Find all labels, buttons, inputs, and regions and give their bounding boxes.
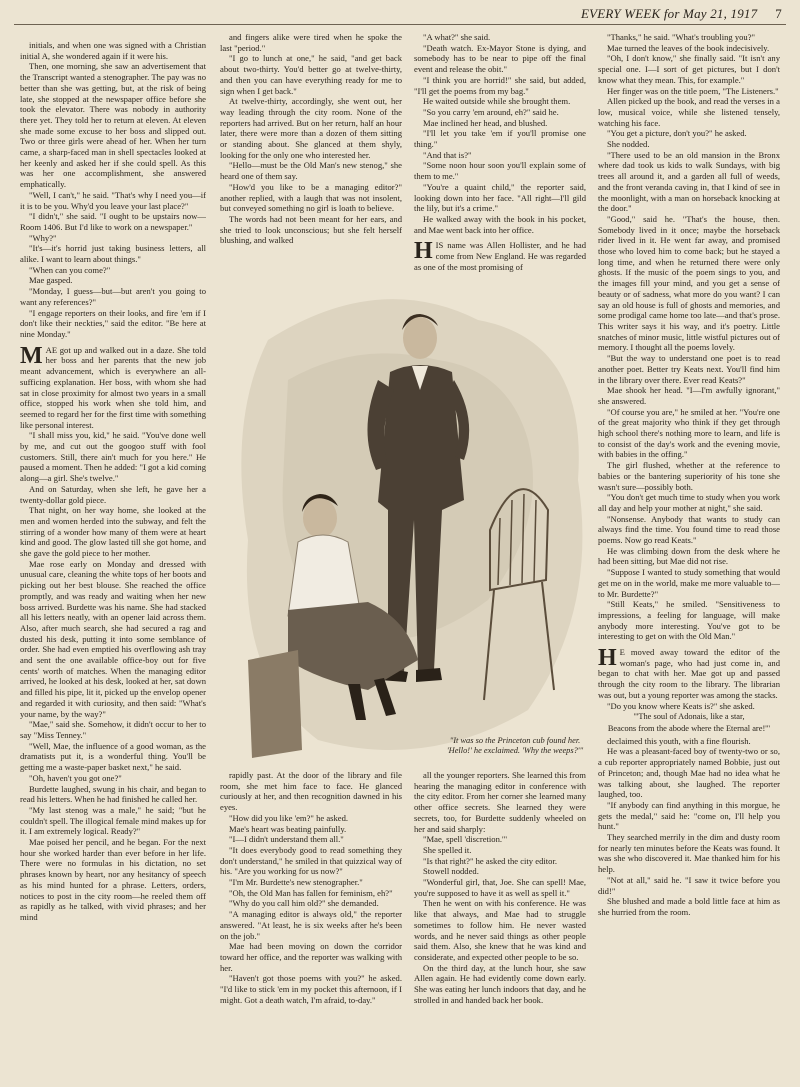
- paragraph: "You get a picture, don't you?" he asked.: [607, 128, 747, 139]
- paragraph: Then he went on with his conference. He was like that always, and Mae had to struggle sometimes to follow him. He never wasted words, and he never said things as other people said them. Also, she knew that he was kind and considerate, and expected other people to be so.: [414, 898, 586, 962]
- paragraph: "Death watch. Ex-Mayor Stone is dying, and somebody has to be near to pipe off the final event and release the obit.": [414, 42, 586, 75]
- paragraph: Mae poised her pencil, and he began. For the next hour she worked harder than ever before in her life. There were no formulas in his dictation, no set phrases known by heart, nor any hesitancy of speech as his mind hunted for a phrase. Letters, orders, notices to post in the city room—he reeled them off as rapidly as he talked, with vivid phrases; and her mind: [20, 837, 206, 922]
- dropcap-paragraph: [598, 647, 780, 701]
- paragraph: Stowell nodded.: [423, 866, 479, 877]
- header-rule: [14, 24, 786, 25]
- verse-line: Beacons from the abode where the Eternal are!'": [607, 724, 771, 733]
- paragraph: "How did you like 'em?" he asked.: [229, 812, 349, 823]
- paragraph: "Some noon hour soon you'll explain some of them to me.": [414, 160, 586, 182]
- paragraph: "Suppose I wanted to study something that would get me on in the world, make me more valuable to—to Mr. Burdette?": [598, 567, 780, 599]
- paragraph: He was climbing down from the desk where he had been sitting, but Mae did not rise.: [598, 545, 780, 567]
- verse-line: "'The soul of Adonais, like a star,: [633, 712, 745, 722]
- paragraph: She blushed and made a bold little face at him as she hurried from the room.: [598, 896, 780, 917]
- paragraph: Allen picked up the book, and read the verses in a low, musical voice, while she listened tensely, watching his face.: [598, 96, 780, 128]
- paragraph: They searched merrily in the dim and dusty room for nearly ten minutes before the Keats was found. It was she who discovered it. Mae thanked him for his help.: [598, 832, 780, 875]
- paragraph: The words had not been meant for her ears, and she tried to look unconscious; but she felt herself blushing, and walked: [220, 213, 402, 246]
- paragraph: He was a pleasant-faced boy of twenty-two or so, a cub reporter appropriately named Bobbie, just out of Princeton; and, though Mae had no idea what he was talking about, she laughed. The reporter laughed, too.: [598, 746, 780, 800]
- paragraph: "I go to lunch at one," he said, "and get back about two-thirty. You'd better go at twelve-thirty, and then you can have everything ready for me to sign when I get back.": [220, 53, 402, 96]
- paragraph: "I didn't," she said. "I ought to be upstairs now—Room 1406. But I'd like to work on a newspaper.": [20, 211, 206, 232]
- paragraph: "Do you know where Keats is?" she asked.: [607, 700, 755, 711]
- paragraph: "There used to be an old mansion in the Bronx where dad took us kids to walk Sundays, with big trees all around it, and a garden all full of weeds, and the front veranda caving in, that I kind of see in the moonlight, with a man on horseback knocking at the door.": [598, 149, 780, 214]
- paragraph: At twelve-thirty, accordingly, she went out, her way leading through the city room. None of the reporters had arrived. But on her return, half an hour later, there were more than a dozen of them sitting or standing about. She glanced at them shyly, looking for the only one who interested her.: [220, 96, 402, 160]
- paragraph: The girl flushed, whether at the reference to babies or the bantering superiority of his tone she wasn't sure—possibly both.: [598, 460, 780, 492]
- paragraph: Mae rose early on Monday and dressed with unusual care, cleaning the white tops of her boots and picking out her best blouse. She reached the office promptly, and was ready and waiting when her new boss arrived. Burdette was his name. She had stacked all his letters neatly, with an opener laid across them. Also, after much search, she had secured a rag and dusted his desk, putting it into some semblance of order. She had even emptied his overflowing ash tray and sent the one available office-boy out for five cents' worth of matches. When the managing editor arrived, he looked at his desk, looked at her, sat down and filled his pipe, lit it, picked up the envelop opener and regarded it with curiosity, and then said: "What's your name, by the way?": [20, 558, 206, 719]
- paragraph: initials, and when one was signed with a Christian initial A, she wondered again if it were his.: [20, 40, 206, 61]
- paragraph: "When can you come?": [29, 264, 111, 275]
- paragraph: "Oh, haven't you got one?": [29, 772, 122, 783]
- paragraph: "A what?" she said.: [423, 32, 491, 42]
- paragraph: "I engage reporters on their looks, and fire 'em if I don't like their neckties," said the editor. "Be here at nine Monday.": [20, 307, 206, 339]
- paragraph: Mae shook her head. "I—I'm awfully ignorant," she answered.: [598, 385, 780, 406]
- story-illustration: [228, 280, 598, 768]
- paragraph: "So you carry 'em around, eh?" said he.: [423, 106, 559, 117]
- paragraph: He waited outside while she brought them.: [423, 96, 571, 107]
- paragraph: Mae had been moving on down the corridor toward her office, and the reporter was walking with her.: [220, 941, 402, 973]
- paragraph: "Why?": [29, 232, 57, 243]
- paragraph: "You're a quaint child," the reporter said, looking down into her face. "All right—I'll gild the lily, but it's a crime.": [414, 181, 586, 214]
- paragraph: "But the way to understand one poet is to read another poet. Better try Keats next. You'll find him in the library over there. Ever read Keats?": [598, 353, 780, 385]
- dropcap-paragraph: [20, 342, 206, 431]
- drop-cap: M: [20, 342, 43, 369]
- paragraph: "A managing editor is always old," the reporter answered. "At least, he is six weeks after he's been on the job.": [220, 909, 402, 941]
- paragraph: "Haven't got those poems with you?" he asked. "I'd like to stick 'em in my pocket this afternoon, if I might. Got a death watch, I'm afraid, to-day.": [220, 973, 402, 1005]
- paragraph: "Good," said he. "That's the house, then. Somebody lived in it once; maybe the horseback rider lived in it. He went far away, and promised those who loved him to come back; but he stayed a long time, and when he returned there were only ghosts. If the music of the poem sings to you, and the images fill your mind, and you get a sense of beauty or of sadness, what more do you want? I can say an old house is full of ghosts and memories, and some prodigal came home too late—and that's prose. This writer says it his way, and it's poetry. Little snatches of minor music, little wistful pictures out of memory. I thought all the poems lovely.: [598, 213, 780, 353]
- paragraph: On the third day, at the lunch hour, she saw Allen again. He had evidently come down early. She was eating her lunch indoors that day, and he strolled in and handed back her book.: [414, 962, 586, 1005]
- paragraph: all the younger reporters. She learned this from hearing the managing editor in conference with the city editor. From her corner she learned many other office secrets. She learned they were secrets, too, for Burdette suddenly wheeled on her and said sharply:: [414, 770, 586, 834]
- paragraph: "It does everybody good to read something they don't understand," he smiled in that quizzical way of his. "Are you working for us now?": [220, 844, 402, 877]
- paragraph: "Still Keats," he smiled. "Sensitiveness to impressions, a feeling for language, will make anybody more interesting. You've got to be interesting to get on with the Old Man.": [598, 599, 780, 642]
- paragraph: She spelled it.: [423, 844, 472, 855]
- paragraph: "Mae, spell 'discretion.'": [423, 834, 508, 845]
- paragraph: rapidly past. At the door of the library and file room, she met him face to face. He glanced curiously at her, and then recognition dawned in his eyes.: [220, 770, 402, 813]
- paragraph: "Why do you call him old?" she demanded.: [229, 898, 379, 909]
- paragraph: "Oh, I don't know," she finally said. "It isn't any special one. I—I sort of get pictures, but I don't know what they mean. This, for example.": [598, 53, 780, 85]
- paragraph: "It's—it's horrid just taking business letters, all alike. I want to learn about things.": [20, 243, 206, 265]
- paragraph: That night, on her way home, she looked at the men and women herded into the subway, and felt the stirring of a wonder how many of them were at heart kind and good. The glow lasted till she got home, and she gave the gold piece to her mother.: [20, 505, 206, 559]
- text-column-2-bottom: [220, 770, 402, 1074]
- drop-cap: H: [414, 238, 433, 265]
- paragraph: Mae turned the leaves of the book indecisively.: [607, 42, 770, 53]
- paragraph: and fingers alike were tired when he spoke the last "period.": [220, 32, 402, 53]
- paragraph: "How'd you like to be a managing editor?" another replied, with a laugh that was not insolent, but conveyed something no girl is loath to believe.: [220, 181, 402, 214]
- dropcap-text: E moved away toward the editor of the woman's page, who had just come in, and began to chat with her. Mae got up and passed through the city room to the library. The librarian was out, but a young reporter was among the stacks.: [598, 647, 780, 700]
- paragraph: "Is that right?" he asked the city editor.: [423, 855, 557, 866]
- paragraph: "I'll let you take 'em if you'll promise one thing.": [414, 128, 586, 150]
- paragraph: He walked away with the book in his pocket, and Mae went back into her office.: [414, 213, 586, 235]
- paragraph: "Hello—must be the Old Man's new stenog," she heard one of them say.: [220, 160, 402, 182]
- paragraph: Then, one morning, she saw an advertisement that the Transcript wanted a stenographer. The pay was no better than she was getting, but, at the risk of being late, she stopped at the newspaper office before she took the elevator. There was nobody in authority there yet. They told her to return at eleven. At eleven she made some excuse to her boss and slipped out. Two or three girls were ahead of her. When her turn came, a sharp-faced man in shell spectacles looked at her keenly and asked her if she could spell. As this was her one accomplishment, she answered emphatically.: [20, 61, 206, 190]
- dropcap-text: IS name was Allen Hollister, and he had come from New England. He was regarded as one of the most promising of: [414, 240, 586, 272]
- page-number: 7: [775, 6, 782, 21]
- paragraph: Mae inclined her head, and blushed.: [423, 117, 548, 128]
- paragraph: "I'm Mr. Burdette's new stenographer.": [229, 877, 363, 888]
- paragraph: "Mae," said she. Somehow, it didn't occur to her to say "Miss Tenney.": [20, 719, 206, 740]
- paragraph: And on Saturday, when she left, he gave her a twenty-dollar gold piece.: [20, 483, 206, 505]
- text-column-4: [598, 32, 780, 1072]
- running-head: EVERY WEEK for May 21, 1917: [580, 6, 758, 21]
- paragraph: "If anybody can find anything in this morgue, he gets the medal," said he: "come on, I'll help you hunt.": [598, 799, 780, 832]
- paragraph: "And that is?": [423, 149, 472, 160]
- paragraph: "Nonsense. Anybody that wants to study can always find the time. You found time to read those poems. Now go read Keats.": [598, 513, 780, 546]
- dropcap-paragraph: [414, 240, 586, 272]
- paragraph: "Oh, the Old Man has fallen for feminism, eh?": [229, 887, 393, 898]
- paragraph: "You don't get much time to study when you work all day and help your mother at night," she said.: [598, 492, 780, 513]
- paragraph: Burdette laughed, swung in his chair, and began to read his letters. When he had finished he called her.: [20, 783, 206, 805]
- paragraph: "Thanks," he said. "What's troubling you?": [607, 32, 756, 42]
- paragraph: "I shall miss you, kid," he said. "You've done well by me, and cut out the googoo stuff with fool customers. Still, there ain't much for you here." He paused a moment. Then he added: "I got a kid coming along—a girl. She's twelve.": [20, 430, 206, 484]
- paragraph: "Of course you are," he smiled at her. "You're one of the great majority who think if they get through high school there's nothing more to learn, and life is to consist of the day's work and the evening movie, with babies in the offing.": [598, 406, 780, 460]
- paragraph: "My last stenog was a male," he said; "but he couldn't spell. The illogical female mind makes up for it. I am extremely logical. Ready?": [20, 804, 206, 837]
- paragraph: declaimed this youth, with a fine flourish.: [607, 735, 751, 746]
- illustration-caption: "It was so the Princeton cub found her. 'Hello!' he exclaimed. 'Why the weeps?'": [446, 736, 584, 755]
- dropcap-text: AE got up and walked out in a daze. She told her boss and her parents that the new job meant advancement, which is everywhere an all-sufficing explanation. Her boss, with whom she had sat in close proximity for almost two years in a small office, stopped his work when she told him, and seemed to regard her for the first time with something like personal interest.: [20, 344, 206, 430]
- desk-corner: [248, 650, 302, 758]
- paragraph: Her finger was on the title poem, "The Listeners.": [607, 85, 779, 96]
- text-column-3-bottom: [414, 770, 586, 1074]
- paragraph: "Wonderful girl, that, Joe. She can spell! Mae, you're supposed to have it as well as spell it.": [414, 877, 586, 898]
- drop-cap: H: [598, 645, 617, 672]
- text-column-1: [20, 40, 206, 1074]
- paragraph: Mae gasped.: [29, 275, 73, 286]
- paragraph: "I think you are horrid!" she said, but added, "I'll get the poems from my bag.": [414, 74, 586, 96]
- running-header: [581, 6, 782, 22]
- paragraph: "Well, I can't," he said. "That's why I need you—if it is to be you. Why'd you leave your last place?": [20, 189, 206, 211]
- paragraph: "Monday, I guess—but—but aren't you going to want any references?": [20, 286, 206, 307]
- paragraph: "Not at all," said he. "I saw it twice before you did!": [598, 874, 780, 896]
- paragraph: Mae's heart was beating painfully.: [229, 823, 347, 834]
- paragraph: "I—I didn't understand them all.": [229, 834, 344, 845]
- text-column-2-top: [220, 32, 402, 304]
- paragraph: She nodded.: [607, 139, 650, 150]
- paragraph: "Well, Mae, the influence of a good woman, as the dramatists put it, is a wonderful thing. You'll be getting me a waste-paper basket next," he said.: [20, 740, 206, 773]
